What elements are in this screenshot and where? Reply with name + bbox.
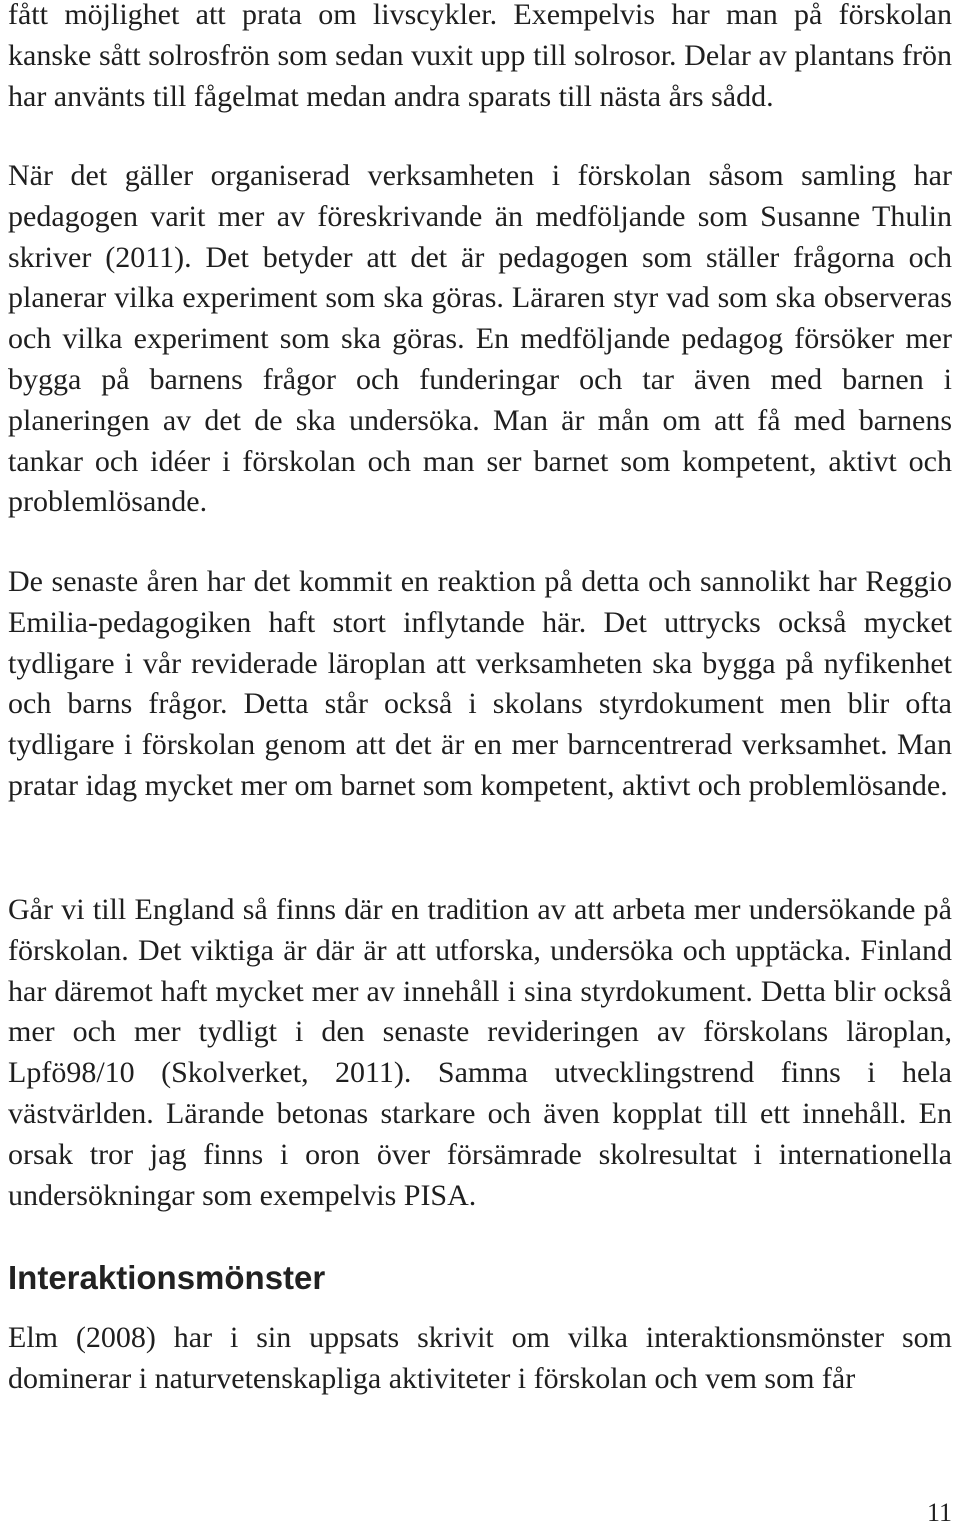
paragraph-organiserad-verksamhet: När det gäller organiserad verksamheten i förskolan såsom samling har pedagogen varit mer av föreskrivande än medföljande som Susanne Thulin skriver (2011). Det betyder att det är pedagogen som ställer frågorna och planerar vilka experiment som ska göras. Läraren styr vad som ska observeras och vilka experiment som ska göras. En medföljande pedagog försöker mer bygga på barnens frågor och funderingar och tar även med barnen i planeringen av det de ska undersöka. Man är mån om att få med barnens tankar och idéer i förskolan och man ser barnet som kompetent, aktivt och problemlösande.	[8, 159, 952, 519]
paragraph-england-finland: Går vi till England så finns där en tradition av att arbeta mer undersökande på förskolan. Det viktiga är där är att utforska, undersöka och upptäcka. Finland har däremot haft mycket mer av innehåll i sina styrdokument. Detta blir också mer och mer tydligt i den senaste revideringen av förskolans läroplan, Lpfö98/10 (Skolverket, 2011). Samma utvecklingstrend finns i hela västvärlden. Lärande betonas starkare och även kopplat till ett innehåll. En orsak tror jag finns i oron över försämrade skolresultat i internationella undersökningar som exempelvis PISA.	[8, 893, 952, 1212]
section-heading: Interaktionsmönster	[8, 1259, 326, 1296]
paragraph-elm: Elm (2008) har i sin uppsats skrivit om vilka interaktionsmönster som dominerar i naturvetenskapliga aktiviteter i förskolan och vem som får	[8, 1321, 952, 1395]
paragraph-reggio-emilia: De senaste åren har det kommit en reaktion på detta och sannolikt har Reggio Emilia-pedagogiken haft stort inflytande här. Det uttrycks också mycket tydligare i vår reviderade läroplan att verksamheten ska bygga på nyfikenhet och barns frågor. Detta står också i skolans styrdokument men blir ofta tydligare i förskolan genom att det är en mer barncentrerad verksamhet. Man pratar idag mycket mer om barnet som kompetent, aktivt och problemlösande.	[8, 565, 952, 802]
page-number: 11	[926, 1498, 952, 1527]
paragraph-livscykler: fått möjlighet att prata om livscykler. Exempelvis har man på förskolan kanske sått solrosfrön som sedan vuxit upp till solrosor. Delar av plantans frön har använts till fågelmat medan andra sparats till nästa års sådd.	[8, 0, 952, 113]
